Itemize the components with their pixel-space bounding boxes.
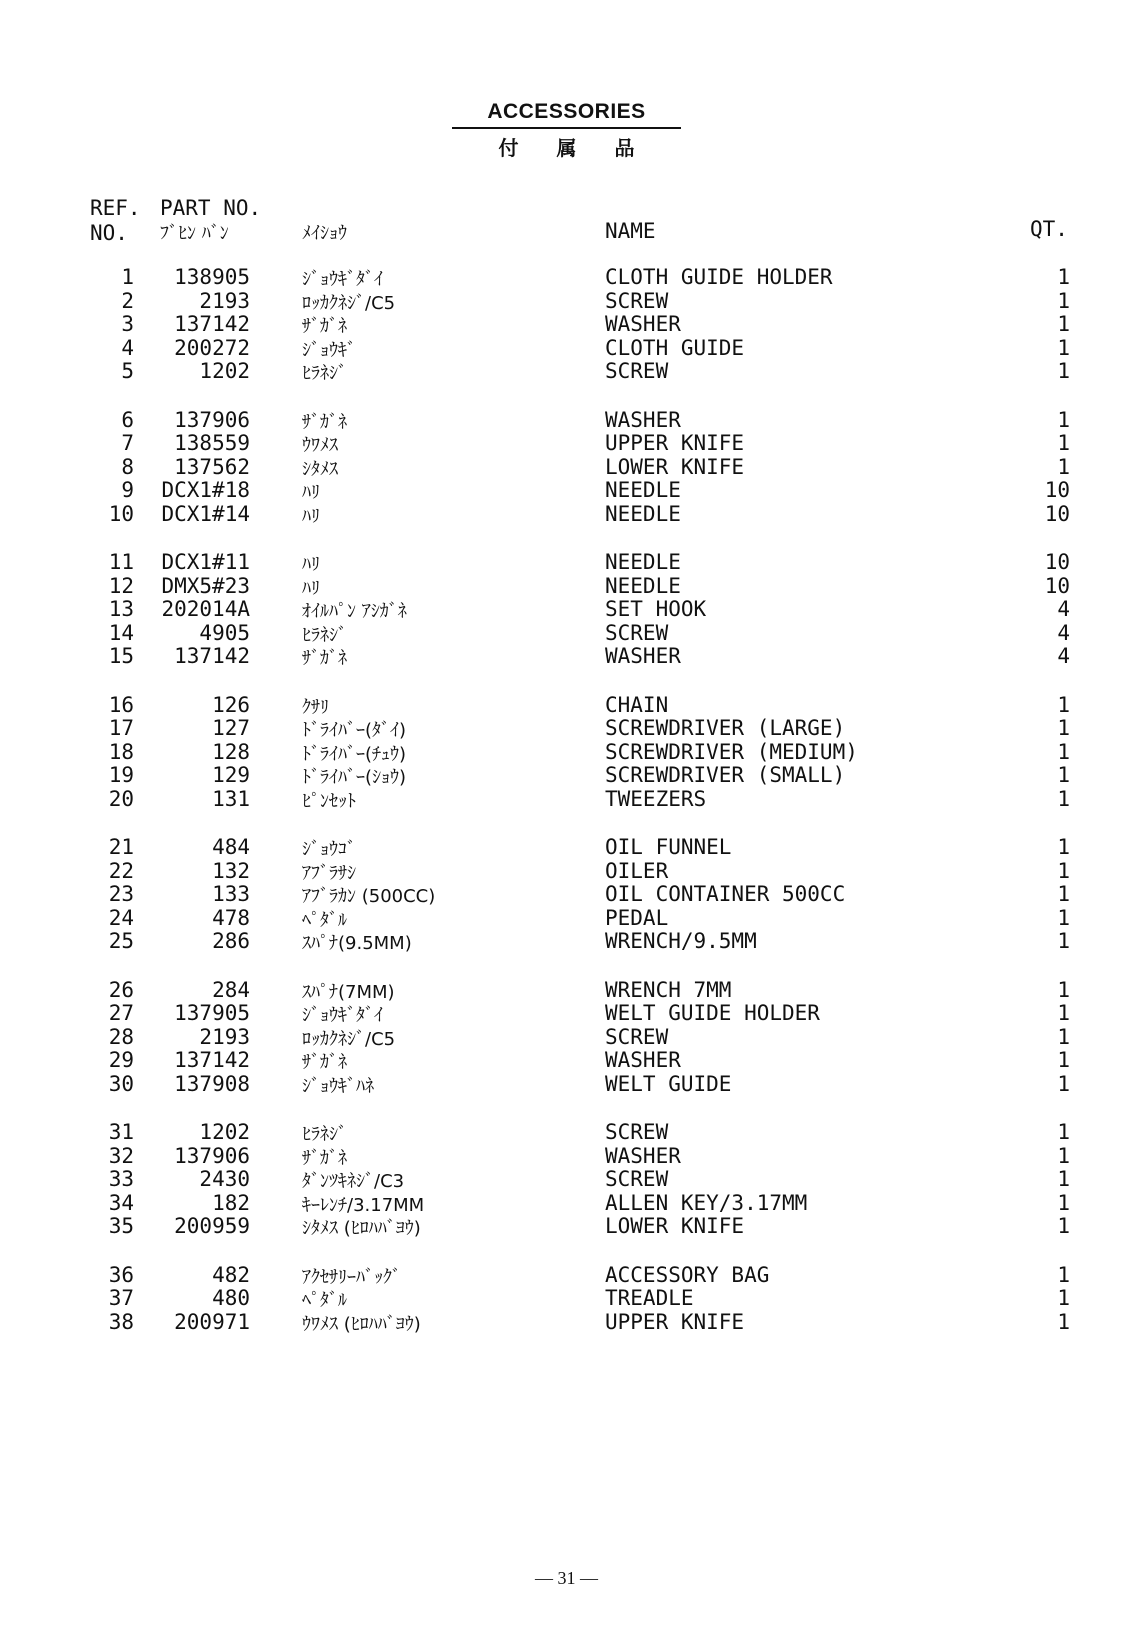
quantity: 1 — [1057, 265, 1070, 289]
quantity: 1 — [1057, 1120, 1070, 1144]
part-number: 182 — [212, 1190, 250, 1215]
ref-number: 9 — [121, 478, 134, 503]
part-number: 202014A — [161, 597, 250, 622]
ref-number: 19 — [108, 763, 134, 788]
table-row — [0, 265, 1133, 289]
part-name: SCREW — [605, 1024, 669, 1049]
quantity: 1 — [1057, 882, 1070, 907]
quantity: 1 — [1057, 1024, 1070, 1049]
ref-number: 26 — [108, 977, 134, 1002]
table-row — [0, 716, 1133, 740]
quantity: 1 — [1057, 1190, 1070, 1215]
part-name: WASHER — [605, 1048, 681, 1073]
quantity: 1 — [1057, 335, 1070, 360]
title-english: ACCESSORIES — [452, 100, 680, 129]
ref-number: 31 — [108, 1120, 134, 1144]
table-row — [0, 1120, 1133, 1144]
part-name: SCREWDRIVER (LARGE) — [605, 716, 846, 741]
quantity: 1 — [1057, 1167, 1070, 1192]
quantity: 1 — [1057, 1309, 1070, 1334]
part-number: 138905 — [174, 265, 250, 289]
part-name: WASHER — [605, 312, 681, 337]
header-ref-line1: REF. — [90, 196, 141, 220]
table-row — [0, 763, 1133, 787]
japanese-name: ﾊﾘ — [302, 577, 320, 599]
part-name: OIL FUNNEL — [605, 835, 732, 859]
ref-number: 20 — [108, 786, 134, 811]
japanese-name: ﾍﾟﾀﾞﾙ — [302, 1290, 347, 1312]
page-number: — 31 — — [535, 1568, 598, 1588]
part-number: 482 — [212, 1262, 250, 1287]
japanese-name: ｻﾞｶﾞﾈ — [302, 316, 347, 338]
japanese-name: ｼﾀﾒｽ — [302, 458, 338, 480]
quantity: 1 — [1057, 359, 1070, 384]
part-number: 2430 — [199, 1167, 250, 1192]
quantity: 1 — [1057, 1286, 1070, 1311]
part-number: 137562 — [174, 454, 250, 479]
table-row — [0, 1144, 1133, 1168]
part-number: 137908 — [174, 1071, 250, 1096]
japanese-name: ｳﾜﾒｽ — [302, 435, 338, 457]
ref-number: 17 — [108, 716, 134, 741]
part-name: ACCESSORY BAG — [605, 1262, 770, 1287]
quantity: 1 — [1057, 716, 1070, 741]
japanese-name: ｻﾞｶﾞﾈ — [302, 648, 347, 670]
part-number: 137906 — [174, 407, 250, 432]
part-number: 129 — [212, 763, 250, 788]
japanese-name: ｻﾞｶﾞﾈ — [302, 411, 347, 433]
table-row — [0, 1263, 1133, 1287]
part-number: 4905 — [199, 620, 250, 645]
quantity: 1 — [1057, 835, 1070, 859]
table-row — [0, 478, 1133, 502]
part-number: 137905 — [174, 1001, 250, 1026]
part-name: NEEDLE — [605, 478, 681, 503]
table-row — [0, 431, 1133, 455]
part-number: DCX1#11 — [161, 550, 250, 574]
part-number: 137906 — [174, 1143, 250, 1168]
quantity: 10 — [1044, 573, 1070, 598]
ref-number: 21 — [108, 835, 134, 859]
quantity: 1 — [1057, 763, 1070, 788]
japanese-name: ﾄﾞﾗｲﾊﾞｰ(ﾁｭｳ) — [302, 743, 407, 765]
ref-number: 37 — [108, 1286, 134, 1311]
header-name: NAME — [605, 219, 656, 243]
ref-number: 4 — [121, 335, 134, 360]
quantity: 4 — [1057, 644, 1070, 669]
table-row — [0, 455, 1133, 479]
table-row — [0, 1001, 1133, 1025]
japanese-name: ﾄﾞﾗｲﾊﾞｰ(ﾀﾞｲ) — [302, 720, 407, 742]
part-number: DCX1#14 — [161, 501, 250, 526]
ref-number: 14 — [108, 620, 134, 645]
part-number: 200971 — [174, 1309, 250, 1334]
part-number: 286 — [212, 929, 250, 954]
table-row — [0, 289, 1133, 313]
part-number: 138559 — [174, 431, 250, 456]
quantity: 10 — [1044, 501, 1070, 526]
ref-number: 3 — [121, 312, 134, 337]
quantity: 1 — [1057, 312, 1070, 337]
part-number: 137142 — [174, 312, 250, 337]
japanese-name: ｽﾊﾟﾅ(7MM) — [302, 981, 395, 1003]
part-name: CLOTH GUIDE — [605, 335, 745, 360]
ref-number: 8 — [121, 454, 134, 479]
quantity: 1 — [1057, 692, 1070, 717]
quantity: 1 — [1057, 454, 1070, 479]
quantity: 1 — [1057, 1143, 1070, 1168]
japanese-name: ﾊﾘ — [302, 505, 320, 527]
quantity: 1 — [1057, 858, 1070, 883]
part-name: SCREW — [605, 1167, 669, 1192]
part-number: 2193 — [199, 288, 250, 313]
japanese-name: ﾍﾟﾀﾞﾙ — [302, 909, 347, 931]
ref-number: 5 — [121, 359, 134, 384]
japanese-name: ｵｲﾙﾊﾟﾝ ｱｼｶﾞﾈ — [302, 601, 407, 623]
ref-number: 32 — [108, 1143, 134, 1168]
table-row — [0, 1214, 1133, 1238]
part-name: SCREWDRIVER (SMALL) — [605, 763, 846, 788]
japanese-name: ｱﾌﾞﾗｻｼ — [302, 862, 356, 884]
ref-number: 11 — [108, 550, 134, 574]
japanese-name: ｸｻﾘ — [302, 696, 329, 718]
table-row — [0, 740, 1133, 764]
part-name: WASHER — [605, 1143, 681, 1168]
part-name: WRENCH/9.5MM — [605, 929, 757, 954]
part-name: SCREWDRIVER (MEDIUM) — [605, 739, 858, 764]
japanese-name: ﾋﾗﾈｼﾞ — [302, 1124, 347, 1145]
title-japanese: 付属品 — [498, 136, 673, 160]
table-row — [0, 1072, 1133, 1096]
japanese-name: ｼﾞｮｳｷﾞﾊﾈ — [302, 1075, 374, 1097]
quantity: 1 — [1057, 905, 1070, 930]
japanese-name: ﾊﾘ — [302, 482, 320, 504]
table-row — [0, 621, 1133, 645]
quantity: 4 — [1057, 620, 1070, 645]
table-row — [0, 929, 1133, 953]
quantity: 1 — [1057, 1048, 1070, 1073]
japanese-name: ｼﾞｮｳｺﾞ — [302, 839, 356, 860]
part-number: 284 — [212, 977, 250, 1002]
quantity: 1 — [1057, 1214, 1070, 1239]
header-ref-line2: NO. — [90, 221, 128, 245]
part-name: SCREW — [605, 288, 669, 313]
ref-number: 2 — [121, 288, 134, 313]
part-name: SCREW — [605, 620, 669, 645]
quantity: 1 — [1057, 1262, 1070, 1287]
ref-number: 35 — [108, 1214, 134, 1239]
japanese-name: ｼﾞｮｳｷﾞ — [302, 339, 356, 361]
part-number: 1202 — [199, 359, 250, 384]
ref-number: 29 — [108, 1048, 134, 1073]
japanese-name: ｻﾞｶﾞﾈ — [302, 1147, 347, 1169]
quantity: 4 — [1057, 597, 1070, 622]
part-number: 1202 — [199, 1120, 250, 1144]
table-row — [0, 787, 1133, 811]
ref-number: 22 — [108, 858, 134, 883]
japanese-name: ﾄﾞﾗｲﾊﾞｰ(ｼｮｳ) — [302, 767, 407, 789]
part-name: SET HOOK — [605, 597, 707, 622]
ref-number: 38 — [108, 1309, 134, 1334]
japanese-name: ﾋﾗﾈｼﾞ — [302, 624, 347, 646]
quantity: 1 — [1057, 929, 1070, 954]
ref-number: 28 — [108, 1024, 134, 1049]
part-number: 484 — [212, 835, 250, 859]
page-title — [0, 100, 1133, 161]
ref-number: 12 — [108, 573, 134, 598]
japanese-name: ｼﾞｮｳｷﾞﾀﾞｲ — [302, 269, 383, 290]
part-name: WELT GUIDE — [605, 1071, 732, 1096]
part-number: 2193 — [199, 1024, 250, 1049]
quantity: 1 — [1057, 407, 1070, 432]
part-name: TWEEZERS — [605, 786, 707, 811]
japanese-name: ｱｸｾｻﾘｰﾊﾞｯｸﾞ — [302, 1266, 401, 1288]
header-part-line2: ﾌﾞﾋﾝ ﾊﾞﾝ — [160, 223, 229, 244]
part-number: 478 — [212, 905, 250, 930]
table-row — [0, 336, 1133, 360]
part-number: DCX1#18 — [161, 478, 250, 503]
japanese-name: ｼﾀﾒｽ (ﾋﾛﾊﾊﾞﾖｳ) — [302, 1218, 421, 1240]
part-name: LOWER KNIFE — [605, 1214, 745, 1239]
part-number: 132 — [212, 858, 250, 883]
table-row — [0, 502, 1133, 526]
table-row — [0, 1025, 1133, 1049]
japanese-name: ﾛｯｶｸﾈｼﾞ/C5 — [302, 292, 396, 314]
part-name: NEEDLE — [605, 501, 681, 526]
part-name: UPPER KNIFE — [605, 1309, 745, 1334]
part-name: LOWER KNIFE — [605, 454, 745, 479]
header-part-line1: PART NO. — [160, 196, 262, 220]
table-row — [0, 1191, 1133, 1215]
ref-number: 10 — [108, 501, 134, 526]
ref-number: 23 — [108, 882, 134, 907]
table-row — [0, 835, 1133, 859]
ref-number: 30 — [108, 1071, 134, 1096]
part-name: SCREW — [605, 1120, 669, 1144]
ref-number: 25 — [108, 929, 134, 954]
quantity: 1 — [1057, 739, 1070, 764]
part-number: 137142 — [174, 644, 250, 669]
part-number: 133 — [212, 882, 250, 907]
ref-number: 13 — [108, 597, 134, 622]
part-number: 200959 — [174, 1214, 250, 1239]
part-number: 127 — [212, 716, 250, 741]
table-row — [0, 359, 1133, 383]
part-number: 128 — [212, 739, 250, 764]
ref-number: 18 — [108, 739, 134, 764]
part-name: ALLEN KEY/3.17MM — [605, 1190, 808, 1215]
part-number: 137142 — [174, 1048, 250, 1073]
table-row — [0, 574, 1133, 598]
japanese-name: ｽﾊﾟﾅ(9.5MM) — [302, 933, 412, 955]
ref-number: 15 — [108, 644, 134, 669]
japanese-name: ﾋﾟﾝｾｯﾄ — [302, 790, 356, 812]
part-name: SCREW — [605, 359, 669, 384]
part-name: WELT GUIDE HOLDER — [605, 1001, 820, 1026]
header-qty: QT. — [1030, 217, 1068, 241]
table-row — [0, 882, 1133, 906]
quantity: 10 — [1044, 550, 1070, 574]
table-row — [0, 1310, 1133, 1334]
table-row — [0, 597, 1133, 621]
part-name: PEDAL — [605, 905, 669, 930]
part-name: NEEDLE — [605, 573, 681, 598]
ref-number: 16 — [108, 692, 134, 717]
japanese-name: ｳﾜﾒｽ (ﾋﾛﾊﾊﾞﾖｳ) — [302, 1313, 421, 1335]
part-name: WRENCH 7MM — [605, 977, 732, 1002]
table-row — [0, 1167, 1133, 1191]
japanese-name: ﾋﾗﾈｼﾞ — [302, 363, 347, 385]
part-number: 200272 — [174, 335, 250, 360]
part-name: OILER — [605, 858, 669, 883]
part-name: TREADLE — [605, 1286, 694, 1311]
quantity: 1 — [1057, 431, 1070, 456]
ref-number: 33 — [108, 1167, 134, 1192]
part-number: 480 — [212, 1286, 250, 1311]
part-name: OIL CONTAINER 500CC — [605, 882, 846, 907]
table-row — [0, 644, 1133, 668]
part-number: 131 — [212, 786, 250, 811]
part-name: WASHER — [605, 407, 681, 432]
table-row — [0, 1286, 1133, 1310]
japanese-name: ｻﾞｶﾞﾈ — [302, 1052, 347, 1074]
ref-number: 24 — [108, 905, 134, 930]
ref-number: 7 — [121, 431, 134, 456]
table-row — [0, 1048, 1133, 1072]
part-name: NEEDLE — [605, 550, 681, 574]
japanese-name: ｷｰﾚﾝﾁ/3.17MM — [302, 1194, 425, 1216]
part-name: CHAIN — [605, 692, 669, 717]
quantity: 1 — [1057, 1071, 1070, 1096]
table-row — [0, 408, 1133, 432]
ref-number: 27 — [108, 1001, 134, 1026]
japanese-name: ｼﾞｮｳｷﾞﾀﾞｲ — [302, 1005, 383, 1027]
part-name: CLOTH GUIDE HOLDER — [605, 265, 833, 289]
table-row — [0, 906, 1133, 930]
japanese-name: ﾀﾞﾝﾂｷﾈｼﾞ/C3 — [302, 1171, 405, 1193]
japanese-name: ｱﾌﾞﾗｶﾝ (500CC) — [302, 886, 436, 908]
japanese-name: ﾛｯｶｸﾈｼﾞ/C5 — [302, 1028, 396, 1050]
part-name: UPPER KNIFE — [605, 431, 745, 456]
japanese-name: ﾊﾘ — [302, 554, 320, 575]
table-row — [0, 312, 1133, 336]
ref-number: 34 — [108, 1190, 134, 1215]
quantity: 10 — [1044, 478, 1070, 503]
ref-number: 1 — [121, 265, 134, 289]
part-number: 126 — [212, 692, 250, 717]
quantity: 1 — [1057, 977, 1070, 1002]
quantity: 1 — [1057, 288, 1070, 313]
quantity: 1 — [1057, 786, 1070, 811]
part-number: DMX5#23 — [161, 573, 250, 598]
ref-number: 6 — [121, 407, 134, 432]
table-row — [0, 550, 1133, 574]
header-jp-name: ﾒｲｼｮｳ — [302, 223, 347, 244]
table-row — [0, 859, 1133, 883]
quantity: 1 — [1057, 1001, 1070, 1026]
table-row — [0, 693, 1133, 717]
part-name: WASHER — [605, 644, 681, 669]
table-row — [0, 978, 1133, 1002]
ref-number: 36 — [108, 1262, 134, 1287]
